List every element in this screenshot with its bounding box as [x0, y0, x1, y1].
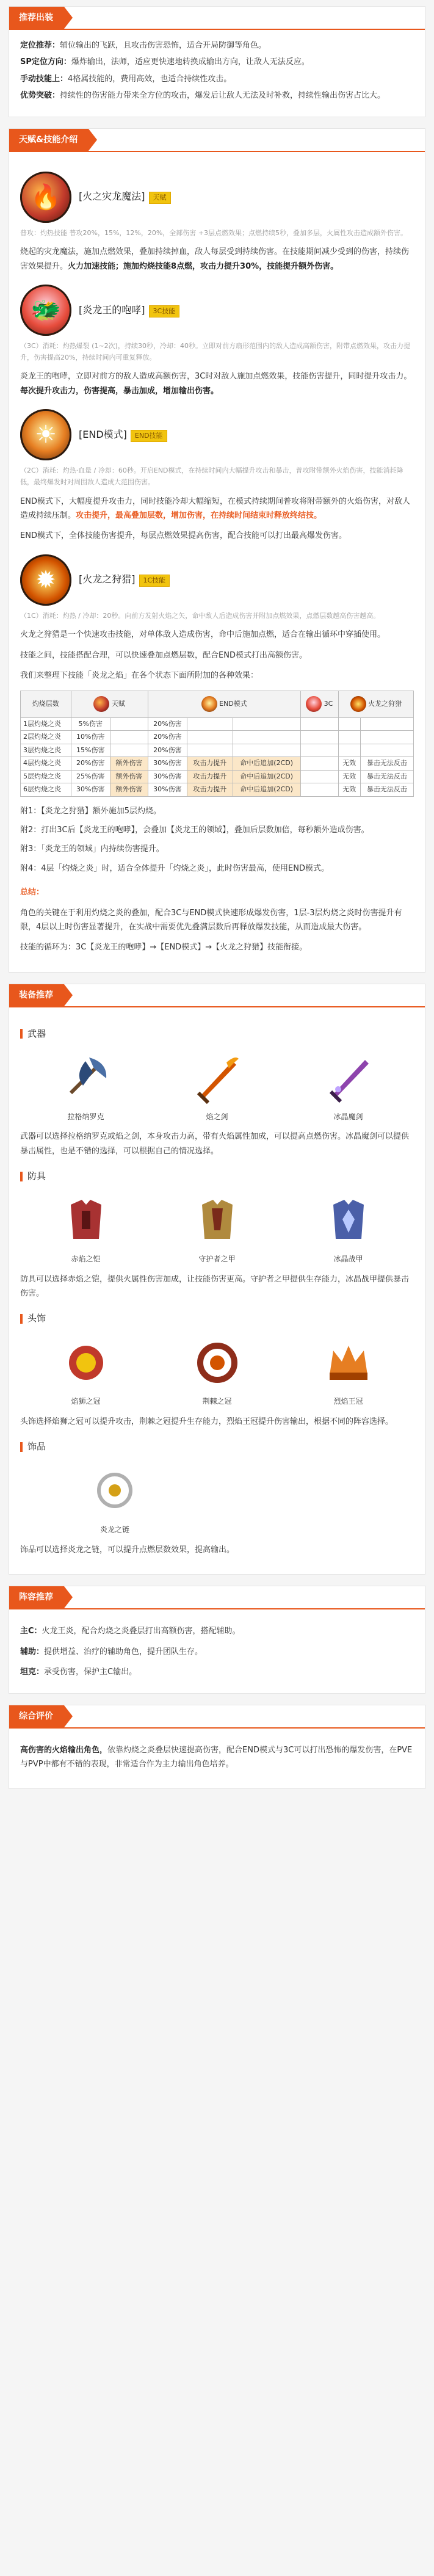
group-title-weapon: 武器	[20, 1026, 414, 1042]
table-cell: 暴击无法反击	[360, 757, 413, 771]
flame-crown-icon	[319, 1333, 378, 1391]
section-recommend	[9, 6, 425, 117]
table-cell: 额外伤害	[110, 757, 148, 771]
table-header: 3C	[300, 691, 338, 717]
skill-badge: 1C技能	[139, 575, 170, 587]
skill-detail: （2C）消耗：灼热·血量 / 冷却：60秒。开启END模式，在持续时间内大幅提升攻击和暴击，普攻附带额外火焰伤害，技能消耗降低，最终爆发时对周围敌人造成大范围伤害。	[20, 466, 403, 486]
table-intro: 我们来整理下技能「炎龙之焰」在各个状态下面所附加的各种效果：	[20, 671, 259, 681]
table-cell: 15%伤害	[71, 744, 110, 757]
guardian-armor-icon	[188, 1191, 247, 1249]
table-cell	[233, 717, 300, 731]
table-cell	[187, 717, 233, 731]
table-cell: 额外伤害	[110, 783, 148, 797]
table-cell: 20%伤害	[148, 731, 187, 744]
table-row	[21, 744, 414, 757]
table-cell: 6层灼烧之炎	[21, 783, 71, 797]
note: 附1：【炎龙之狩猎】额外施加5层灼烧。	[20, 806, 162, 816]
table-row	[21, 757, 414, 771]
skill-header	[20, 409, 414, 460]
dragon-roar-icon: 🐲	[20, 285, 71, 336]
table-cell: 20%伤害	[148, 744, 187, 757]
table-cell	[300, 744, 338, 757]
table-cell	[233, 744, 300, 757]
chain-icon	[85, 1461, 144, 1520]
equip-item: 荆棘之冠	[172, 1333, 263, 1409]
table-cell: 5层灼烧之炎	[21, 770, 71, 783]
recommend-line: 定位推荐：辅位输出的飞跃，且攻击伤害恐怖，适合开局防御等角色。	[20, 41, 267, 50]
table-cell	[300, 783, 338, 797]
table-cell	[300, 770, 338, 783]
section-title: 天赋&技能介绍	[9, 129, 89, 151]
equip-item: 焰狮之冠	[40, 1333, 132, 1409]
skill-title: [炎龙王的咆哮]	[79, 303, 145, 316]
table-cell	[300, 757, 338, 771]
group-title-head: 头饰	[20, 1310, 414, 1327]
table-header: 天赋	[71, 691, 148, 717]
table-row	[21, 783, 414, 797]
table-cell: 命中后追加(2CD)	[233, 757, 300, 771]
summary-title: 总结：	[20, 888, 45, 898]
red-armor-icon	[57, 1191, 115, 1249]
section-equipment	[9, 984, 425, 1575]
table-cell	[338, 744, 360, 757]
table-cell	[110, 744, 148, 757]
table-cell	[338, 731, 360, 744]
group-title-accessory: 饰品	[20, 1439, 414, 1455]
head-desc: 头饰选择焰狮之冠可以提升攻击，荆棘之冠提升生存能力，烈焰王冠提升伤害输出，根据不同的阵容选择。	[20, 1417, 394, 1427]
table-cell	[187, 731, 233, 744]
skill-desc-2: 技能之间，技能搭配合理，可以快速叠加点燃层数，配合END模式打出高额伤害。	[20, 650, 307, 660]
equip-item: 烈焰王冠	[303, 1333, 394, 1409]
skill-desc-2: END模式下，全体技能伤害提升，每层点燃效果提高伤害，配合技能可以打出最高爆发伤害。	[20, 531, 347, 541]
section-team	[9, 1586, 425, 1693]
overall-text: 高伤害的火焰输出角色，依靠灼烧之炎叠层快速提高伤害，配合END模式与3C可以打出恐怖的爆发伤害，在PVE与PVP中都有不错的表现，非常适合作为主力输出角色培养。	[20, 1745, 413, 1769]
lion-crown-icon	[57, 1333, 115, 1391]
table-cell	[360, 744, 413, 757]
table-cell: 3层灼烧之炎	[21, 744, 71, 757]
section-title: 推荐出装	[9, 7, 64, 29]
skill-title: [火之灾龙魔法]	[79, 190, 145, 203]
table-cell: 暴击无法反击	[360, 783, 413, 797]
section-title: 装备推荐	[9, 984, 64, 1006]
table-cell: 命中后追加(2CD)	[233, 783, 300, 797]
table-cell: 额外伤害	[110, 770, 148, 783]
skill-detail: （3C）消耗：灼热爆裂 (1~2次)，持续30秒，冷却：40秒。立即对前方扇形范围内的敌人造成高额伤害，附带点燃效果，攻击力提升，伤害提高20%，持续时间内可重复释放。	[20, 342, 410, 361]
dragon-roar-icon	[306, 696, 322, 712]
table-header: 灼烧层数	[21, 691, 71, 717]
end-mode-icon: ☀	[20, 409, 71, 460]
section-skills	[9, 128, 425, 973]
table-cell: 命中后追加(2CD)	[233, 770, 300, 783]
table-cell: 攻击力提升	[187, 783, 233, 797]
table-cell	[300, 731, 338, 744]
table-header: END模式	[148, 691, 300, 717]
table-row	[21, 770, 414, 783]
skill-detail: 普攻：灼热技能 普攻20%，15%，12%，20%，全部伤害 +3层点燃效果；点燃持续5秒，叠加多层，火属性攻击造成额外伤害。	[20, 228, 408, 237]
table-cell: 30%伤害	[148, 783, 187, 797]
note: 附4：4层「灼烧之炎」时，适合全体提升「灼烧之炎」，此时伤害最高，使用END模式。	[20, 863, 329, 873]
skill-desc: 火龙之狩猎是一个快速攻击技能，对单体敌人造成伤害，命中后施加点燃，适合在输出循环中穿插使用。	[20, 630, 386, 640]
equip-item: 拉格纳罗克	[40, 1048, 132, 1124]
table-cell: 30%伤害	[148, 757, 187, 771]
table-cell: 5%伤害	[71, 717, 110, 731]
skill-desc: 烧起的灾龙魔法，施加点燃效果，叠加持续掉血，敌人每层受到持续伤害。在技能期间减少受到的伤害，持续伤害效果提升。火力加速技能；施加灼烧技能8点燃，攻击力提升30%，技能提升额外伤害。	[20, 247, 410, 271]
note: 附2：打出3C后【炎龙王的咆哮】，会叠加【炎龙王的领域】，叠加后层数加倍，每秒额外造成伤害。	[20, 825, 369, 835]
table-cell	[110, 717, 148, 731]
table-cell	[360, 717, 413, 731]
axe-icon	[57, 1048, 115, 1107]
skill-desc: END模式下，大幅度提升攻击力，同时技能冷却大幅缩短，在模式持续期间普攻将附带额外的火焰伤害，对敌人造成持续压制。攻击提升，最高叠加层数，增加伤害，在持续时间结束时释放终结技。	[20, 496, 410, 520]
equip-item: 冰晶战甲	[303, 1191, 394, 1266]
skill-header	[20, 554, 414, 606]
table-row	[21, 731, 414, 744]
skill-badge: 3C技能	[149, 305, 180, 317]
thorn-crown-icon	[188, 1333, 247, 1391]
note: 附3：「炎龙王的领域」内持续伤害提升。	[20, 844, 164, 854]
table-cell: 1层灼烧之炎	[21, 717, 71, 731]
team-line: 主C：火龙王炎，配合灼烧之炎叠层打出高额伤害，搭配辅助。	[20, 1627, 241, 1636]
table-cell: 2层灼烧之炎	[21, 731, 71, 744]
equip-item: 炎龙之链	[69, 1461, 161, 1537]
table-cell	[360, 731, 413, 744]
team-line: 辅助：提供增益、治疗的辅助角色，提升团队生存。	[20, 1647, 203, 1656]
section-title: 综合评价	[9, 1705, 64, 1727]
table-cell: 无效	[338, 770, 360, 783]
equip-item: 守护者之甲	[172, 1191, 263, 1266]
skill-badge: END技能	[131, 430, 167, 442]
skill-badge: 天赋	[149, 192, 171, 204]
recommend-line: 手动技能上：4格属技能的，费用高效，也适合持续性攻击。	[20, 74, 232, 84]
skill-detail: （1C）消耗：灼热 / 冷却：20秒。向前方发射火焰之矢，命中敌人后造成伤害并附加点燃效果，点燃层数越高伤害越高。	[20, 611, 380, 620]
effect-table	[20, 691, 414, 797]
table-cell: 暴击无法反击	[360, 770, 413, 783]
skill-title: [火龙之狩猎]	[79, 573, 136, 586]
section-overall	[9, 1705, 425, 1790]
table-cell: 20%伤害	[148, 717, 187, 731]
table-cell	[300, 717, 338, 731]
equip-item: 冰晶魔剑	[303, 1048, 394, 1124]
section-title: 阵容推荐	[9, 1586, 64, 1608]
summary-text-2: 技能的循环为：3C【炎龙王的咆哮】→【END模式】→【火龙之狩猎】技能衔接。	[20, 943, 308, 952]
table-cell: 无效	[338, 783, 360, 797]
fire-hunt-icon	[350, 696, 366, 712]
fire-hunt-icon: ✹	[20, 554, 71, 606]
team-line: 坦克：承受伤害，保护主C输出。	[20, 1667, 137, 1677]
table-cell: 10%伤害	[71, 731, 110, 744]
recommend-line: 优势突破：持续性的伤害能力带来全方位的攻击，爆发后让敌人无法及时补救，持续性输出伤害占比大。	[20, 91, 386, 101]
skill-header	[20, 172, 414, 223]
table-row	[21, 717, 414, 731]
flame-sword-icon	[188, 1048, 247, 1107]
table-cell: 4层灼烧之炎	[21, 757, 71, 771]
table-cell	[110, 731, 148, 744]
table-cell: 攻击力提升	[187, 757, 233, 771]
ice-armor-icon	[319, 1191, 378, 1249]
equip-item: 赤焰之铠	[40, 1191, 132, 1266]
equip-item: 焰之剑	[172, 1048, 263, 1124]
table-cell: 30%伤害	[148, 770, 187, 783]
table-cell	[187, 744, 233, 757]
table-cell: 25%伤害	[71, 770, 110, 783]
table-cell: 20%伤害	[71, 757, 110, 771]
table-cell	[233, 731, 300, 744]
skill-desc: 炎龙王的咆哮，立即对前方的敌人造成高额伤害，3C时对敌人施加点燃效果，技能伤害提升，同时提升攻击力。每次提升攻击力，伤害提高，暴击加成，增加输出伤害。	[20, 372, 412, 396]
table-cell: 攻击力提升	[187, 770, 233, 783]
weapon-desc: 武器可以选择拉格纳罗克或焰之剑，本身攻击力高，带有火焰属性加成，可以提高点燃伤害。冰晶魔剑可以提供暴击属性，也是不错的选择，可以根据自己的情况选择。	[20, 1132, 410, 1156]
table-cell: 无效	[338, 757, 360, 771]
recommend-line: SP定位方向：爆炸输出，法师，适应更快速地转换成输出方向，让敌人无法反应。	[20, 57, 309, 67]
group-title-armor: 防具	[20, 1168, 414, 1185]
fire-dragon-icon: 🔥	[20, 172, 71, 223]
fire-dragon-icon	[93, 696, 109, 712]
ice-sword-icon	[319, 1048, 378, 1107]
skill-title: [END模式]	[79, 428, 127, 440]
skill-header	[20, 285, 414, 336]
table-cell	[338, 717, 360, 731]
accessory-desc: 饰品可以选择炎龙之链，可以提升点燃层数效果，提高输出。	[20, 1545, 235, 1555]
armor-desc: 防具可以选择赤焰之铠，提供火属性伤害加成，让技能伤害更高。守护者之甲提供生存能力，冰晶战甲提供暴击伤害。	[20, 1274, 410, 1299]
end-mode-icon	[201, 696, 217, 712]
table-cell: 30%伤害	[71, 783, 110, 797]
summary-text: 角色的关键在于利用灼烧之炎的叠加，配合3C与END模式快速形成爆发伤害，1层-3层灼烧之炎时伤害提升有限，4层以上时伤害显著提升，在实战中需要优先叠满层数后再释放爆发技能，从而造成最大伤害。	[20, 908, 402, 932]
table-header: 火龙之狩猎	[338, 691, 413, 717]
